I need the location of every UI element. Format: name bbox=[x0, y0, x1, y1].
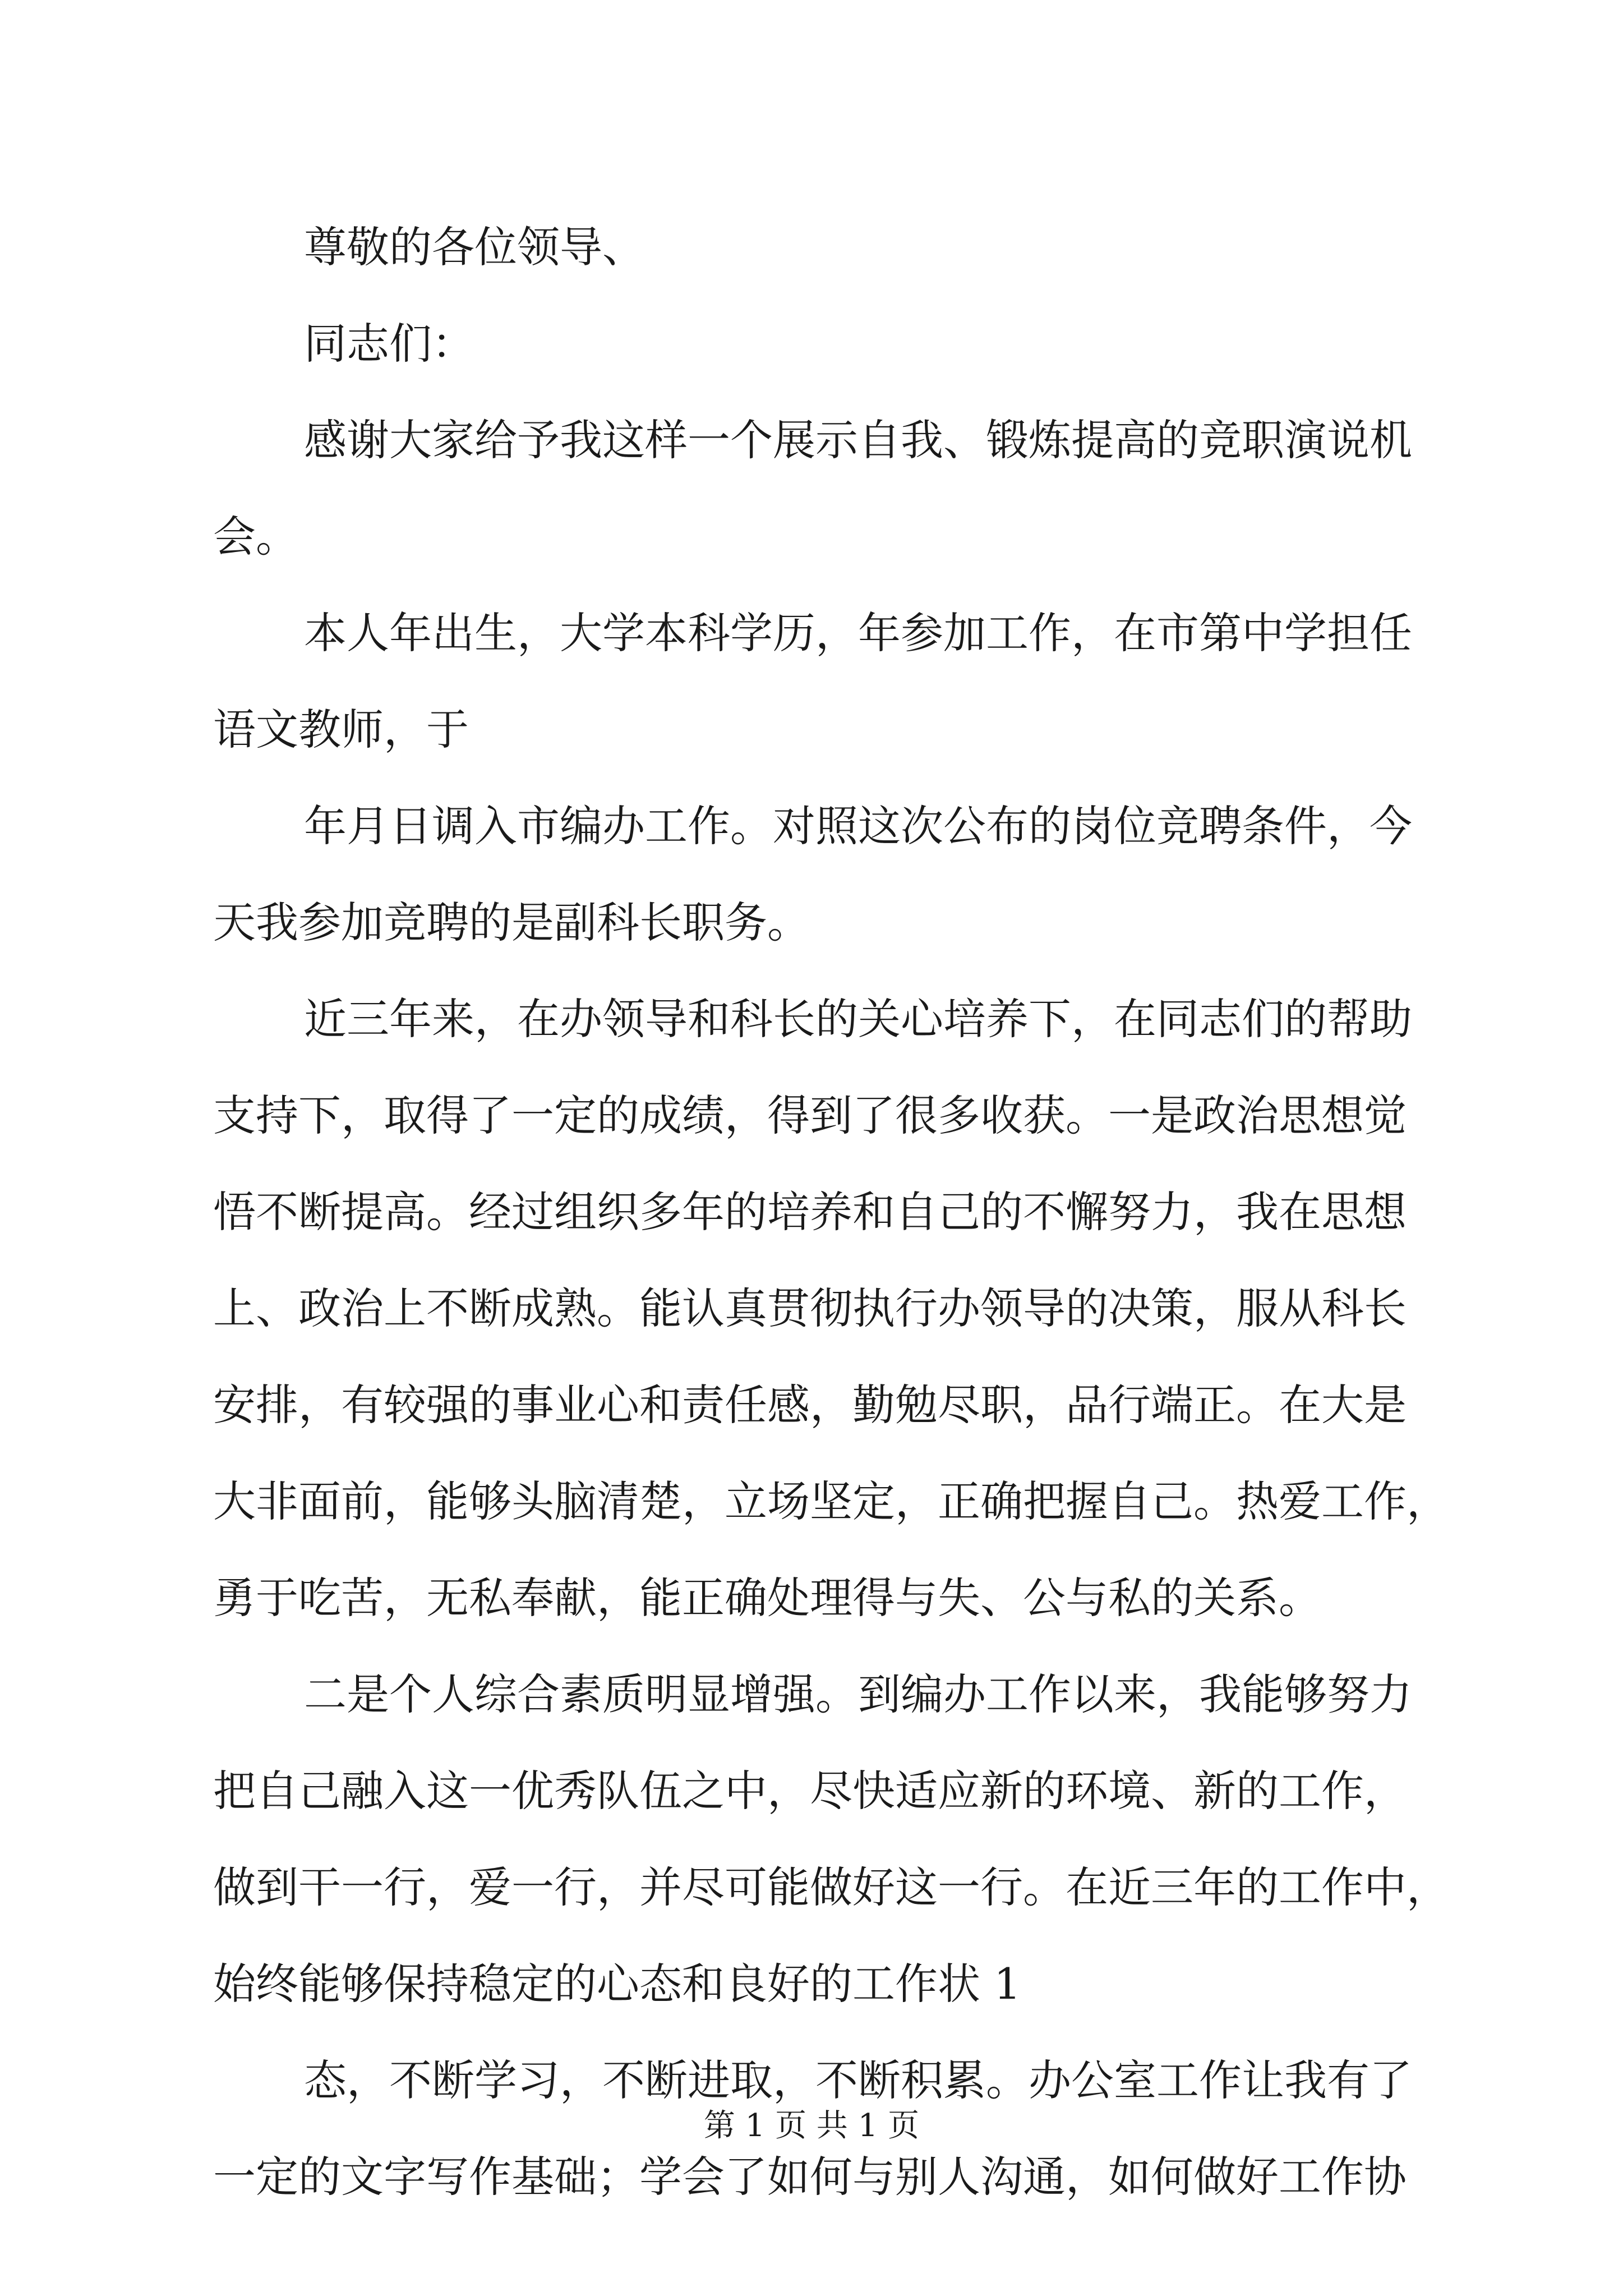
document-body bbox=[213, 199, 1449, 2225]
text-line-2: 同志们： bbox=[304, 319, 474, 369]
text-line-7: 年月日调入市编办工作。对照这次公布的岗位竞聘条件，今 bbox=[304, 801, 1412, 851]
text-line-16: 二是个人综合素质明显增强。到编办工作以来，我能够努力 bbox=[304, 1669, 1412, 1719]
text-line-5: 本人年出生，大学本科学历，年参加工作，在市第中学担任 bbox=[304, 608, 1412, 658]
text-line-11: 悟不断提高。经过组织多年的培养和自己的不懈努力，我在思想 bbox=[213, 1187, 1407, 1237]
text-line-6: 语文教师，于 bbox=[213, 705, 469, 754]
text-line-14: 大非面前，能够头脑清楚，立场坚定，正确把握自己。热爱工作， bbox=[213, 1476, 1449, 1526]
text-line-3: 感谢大家给予我这样一个展示自我、锻炼提高的竞职演说机 bbox=[304, 415, 1412, 465]
text-line-21: 一定的文字写作基础；学会了如何与别人沟通，如何做好工作协 bbox=[213, 2152, 1407, 2202]
text-line-8: 天我参加竞聘的是副科长职务。 bbox=[213, 898, 810, 947]
text-line-9: 近三年来，在办领导和科长的关心培养下，在同志们的帮助 bbox=[304, 994, 1412, 1044]
text-line-15: 勇于吃苦，无私奉献，能正确处理得与失、公与私的关系。 bbox=[213, 1573, 1321, 1623]
text-line-12: 上、政治上不断成熟。能认真贯彻执行办领导的决策，服从科长 bbox=[213, 1283, 1407, 1333]
text-line-4: 会。 bbox=[213, 512, 298, 562]
text-line-19: 始终能够保持稳定的心态和良好的工作状 1 bbox=[213, 1959, 1021, 2009]
text-line-13: 安排，有较强的事业心和责任感，勤勉尽职，品行端正。在大是 bbox=[213, 1380, 1407, 1430]
text-line-17: 把自己融入这一优秀队伍之中，尽快适应新的环境、新的工作， bbox=[213, 1766, 1407, 1816]
text-line-18: 做到干一行，爱一行，并尽可能做好这一行。在近三年的工作中， bbox=[213, 1862, 1449, 1912]
text-line-1: 尊敬的各位领导、 bbox=[304, 222, 645, 272]
text-line-20: 态，不断学习，不断进取，不断积累。办公室工作让我有了 bbox=[304, 2055, 1412, 2105]
text-line-10: 支持下，取得了一定的成绩，得到了很多收获。一是政治思想觉 bbox=[213, 1091, 1407, 1140]
page-footer: 第 1 页 共 1 页 bbox=[703, 2108, 920, 2144]
